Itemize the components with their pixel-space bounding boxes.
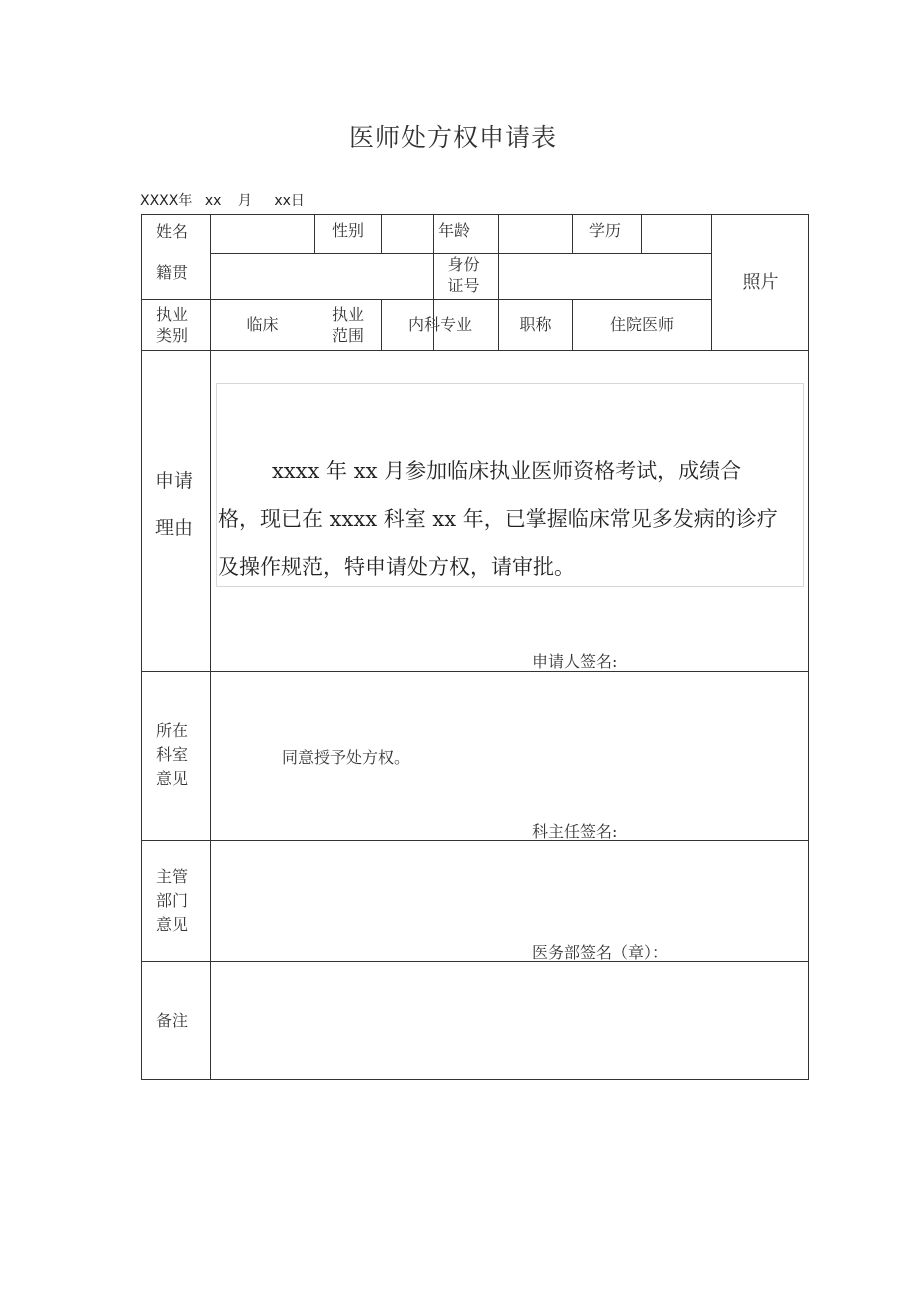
date-month: xx — [204, 193, 222, 209]
date-year: XXXX — [140, 193, 179, 209]
admin-opinion-label-line1: 主管 — [155, 867, 188, 886]
gender-label: 性别 — [331, 221, 364, 240]
practice-type-label — [142, 299, 202, 350]
reason-text: xxxx 年 xx 月参加临床执业医师资格考试，成绩合格，现已在 xxxx 科室 xx 年，已掌握临床常见多发病的诊疗及操作规范，特申请处方权，请审批。 — [218, 459, 778, 579]
department-opinion-label-line3: 意见 — [155, 769, 188, 788]
reason-label — [142, 455, 206, 555]
age-field[interactable] — [499, 215, 572, 253]
practice-scope-label-line2: 范围 — [331, 325, 364, 345]
practice-type-value[interactable]: 临床 — [246, 314, 279, 334]
department-opinion-text[interactable]: 同意授予处方权。 — [282, 748, 411, 767]
education-field[interactable] — [642, 215, 711, 253]
professional-title-value[interactable]: 住院医师 — [609, 314, 674, 334]
practice-scope-label — [315, 299, 381, 350]
education-label: 学历 — [588, 221, 621, 240]
applicant-signature-label: 申请人签名: — [532, 652, 618, 671]
professional-title-label: 职称 — [519, 314, 552, 334]
id-number-label — [434, 251, 493, 299]
date-year-unit: 年 — [178, 193, 193, 209]
age-label: 年龄 — [437, 221, 470, 240]
native-place-field[interactable] — [211, 254, 433, 299]
department-opinion-label — [142, 715, 202, 795]
date-day-unit: 日 — [290, 193, 305, 209]
date-month-unit: 月 — [237, 193, 252, 209]
practice-type-label-line1: 执业 — [155, 304, 188, 324]
photo-box[interactable]: 照片 — [742, 271, 779, 293]
name-field[interactable] — [211, 215, 314, 253]
date-day: xx — [274, 193, 291, 209]
admin-opinion-label — [142, 861, 202, 941]
name-label: 姓名 — [155, 222, 188, 241]
practice-scope-value[interactable]: 内科专业 — [407, 314, 472, 334]
department-head-signature-label: 科主任签名: — [532, 822, 618, 841]
native-place-label: 籍贯 — [155, 263, 188, 282]
application-date — [140, 190, 305, 210]
remarks-label: 备注 — [155, 1011, 188, 1030]
practice-type-label-line2: 类别 — [155, 325, 188, 345]
practice-scope-label-line1: 执业 — [331, 304, 364, 324]
form-title: 医师处方权申请表 — [348, 123, 557, 152]
application-form — [141, 214, 809, 1080]
reason-label-line1: 申请 — [154, 470, 193, 492]
id-number-label-line2: 证号 — [447, 276, 480, 295]
id-number-field[interactable] — [499, 254, 711, 299]
remarks-field[interactable] — [211, 962, 809, 1080]
reason-label-line2: 理由 — [154, 517, 193, 539]
admin-opinion-label-line3: 意见 — [155, 915, 188, 934]
id-number-label-line1: 身份 — [447, 255, 480, 274]
medical-affairs-signature-label: 医务部签名（章）： — [532, 943, 669, 962]
admin-opinion-label-line2: 部门 — [155, 891, 188, 910]
gender-field[interactable] — [382, 215, 433, 253]
department-opinion-label-line2: 科室 — [155, 745, 188, 764]
department-opinion-label-line1: 所在 — [155, 721, 188, 740]
